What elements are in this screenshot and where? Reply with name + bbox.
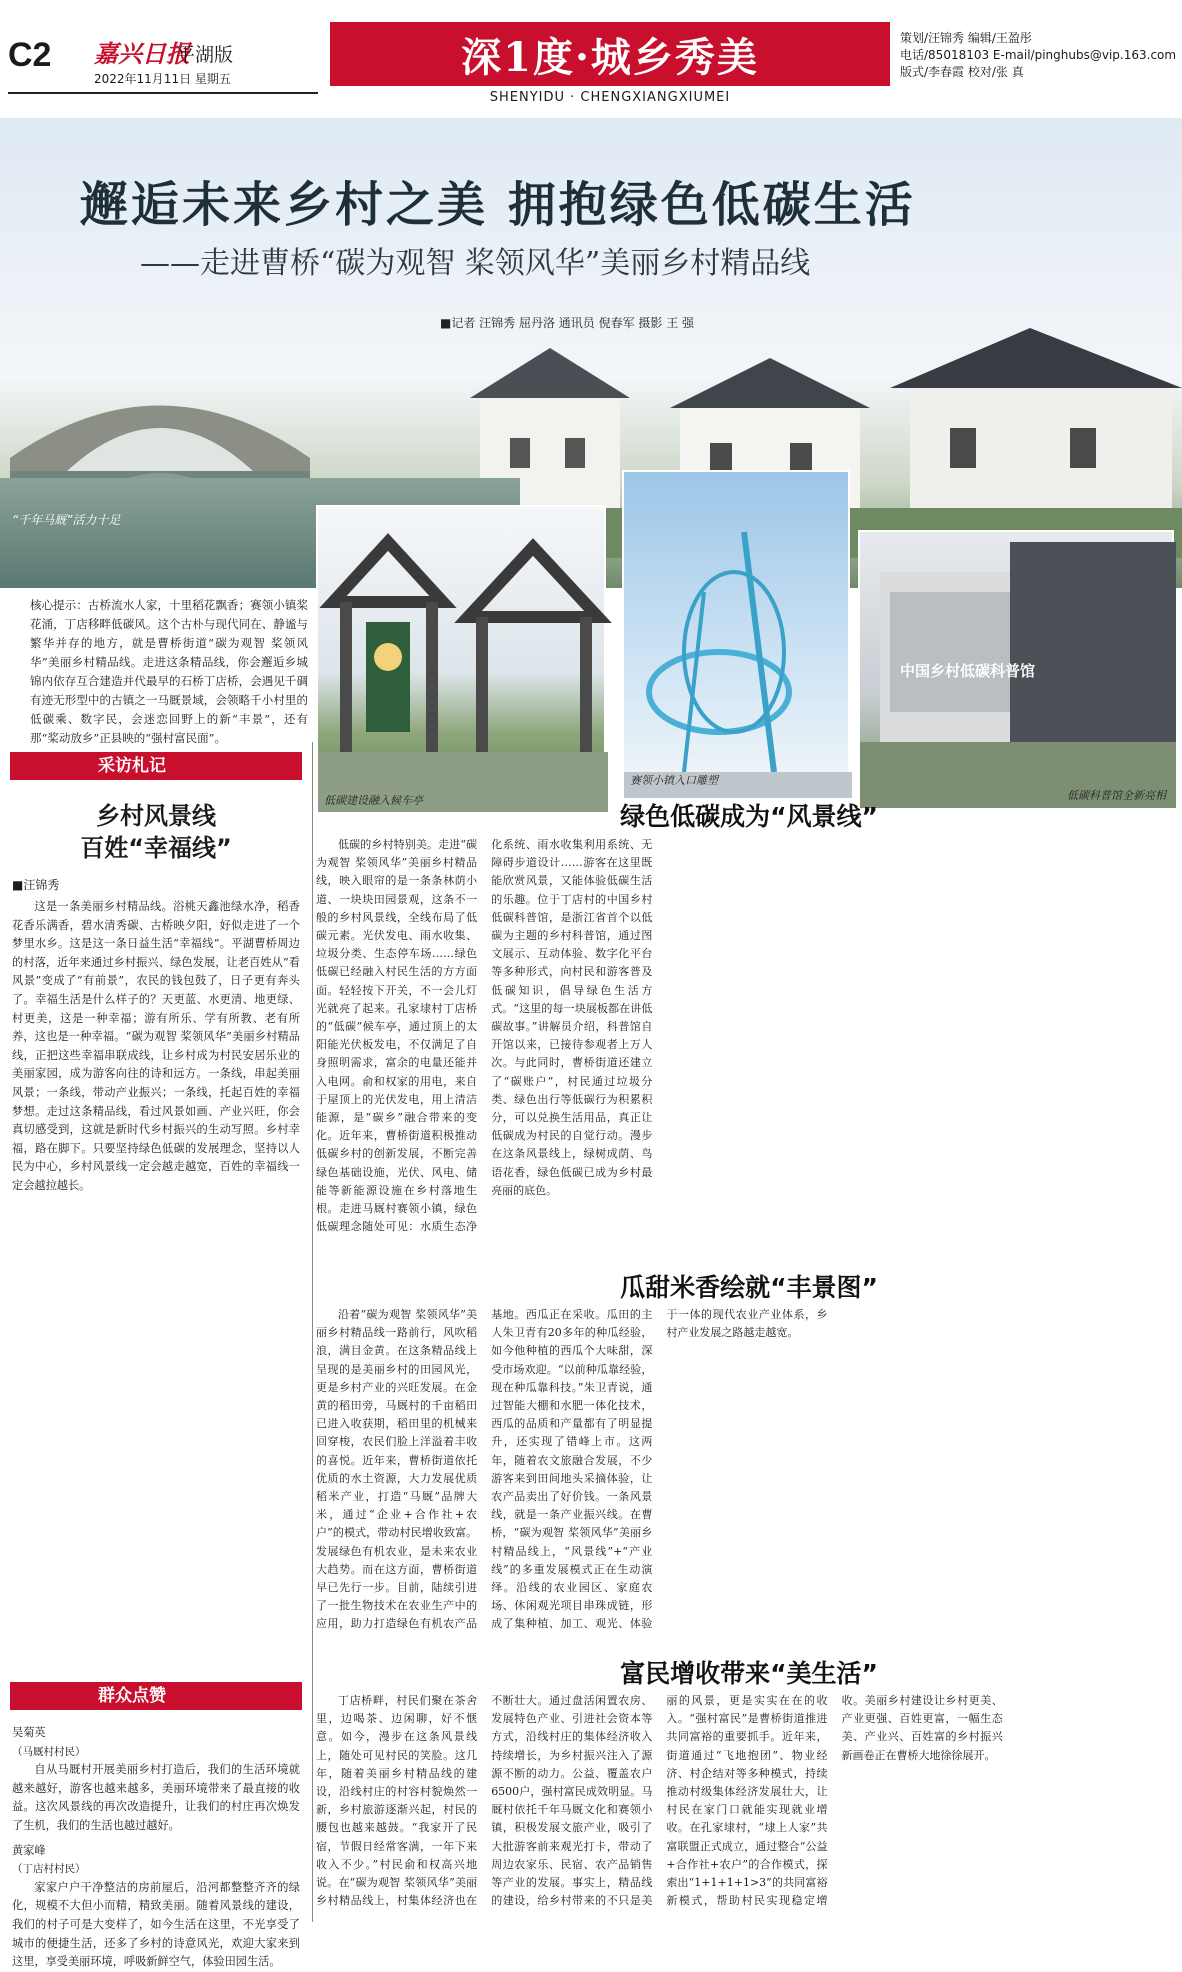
byline: ■记者 汪锦秀 屈丹洛 通讯员 倪春军 摄影 王 强 bbox=[440, 316, 695, 330]
page-header bbox=[0, 0, 1182, 118]
page-number: C2 bbox=[8, 36, 52, 74]
core-summary: 核心提示：古桥流水人家，十里稻花飘香；赛领小镇桨花涌，丁店移畔低碳风。这个古朴与现代同在、静谧与繁华并存的地方，就是曹桥街道“碳为观智 桨领风华”美丽乡村精品线。走进这条精品线，你会邂逅乡城锦内依存互合建造并代最早的石桥丁店桥，会遇见千碉有迹无形型中的古镇之一马厩景域，会领略千小村里的低碳乘、数字民，会迷恋回野上的新“丰景”，还有那“桨动放乡”正县映的“强村富民面”。 bbox=[30, 598, 308, 745]
sidebar-heading: 群众点赞 bbox=[10, 1682, 302, 1710]
headline: 邂逅未来乡村之美 拥抱绿色低碳生活 bbox=[80, 177, 916, 233]
comment-affiliation: （丁店村村民） bbox=[12, 1863, 86, 1876]
section-body: 低碳的乡村特别美。走进“碳为观智 桨领风华”美丽乡村精品线，映入眼帘的是一条条林荫小道、一块块田园景观，这条不一般的乡村风景线，全线布局了低碳元素。光伏发电、雨水收集、垃圾分类、生态停车场……绿色低碳已经融入村民生活的方方面面。轻轻按下开关，不一会儿灯光就亮了起来。孔家埭村丁店桥的“低碳”候车亭，通过顶上的太阳能光伏板发电，不仅满足了自身照明需求，富余的电量还能并入电网。俞和权家的用电，来自于屋顶上的光伏发电，用上清洁能源，是“碳乡”融合带来的变化。近年来，曹桥街道积极推动低碳乡村的创新发展，不断完善绿色基础设施，光伏、风电、储能等新能源设施在乡村落地生根。走进马厩村赛领小镇，绿色低碳理念随处可见：水质生态净化系统、雨水收集利用系统、无障碍步道设计……游客在这里既能欣赏风景，又能体验低碳生活的乐趣。位于丁店村的中国乡村低碳科普馆，是浙江省首个以低碳为主题的乡村科普馆，通过图文展示、互动体验、数字化平台等多种形式，向村民和游客普及低碳知识，倡导绿色生活方式。“这里的每一块展板都在讲低碳故事。”讲解员介绍，科普馆自开馆以来，已接待参观者上万人次。与此同时，曹桥街道还建立了“碳账户”，村民通过垃圾分类、绿色出行等低碳行为积累积分，可以兑换生活用品，真正让低碳成为村民的自觉行动。漫步在这条风景线上，绿树成荫、鸟语花香，绿色低碳已成为乡村最亮丽的底色。 bbox=[316, 838, 653, 1234]
credit-line: 策划/汪锦秀 编辑/王盈彤 bbox=[900, 31, 1032, 45]
section-body: 丁店桥畔，村民们聚在茶舍里，边喝茶、边闲聊，好不惬意。如今，漫步在这条风景线上，随处可见村民的笑脸。这几年，随着美丽乡村精品线的建设，沿线村庄的村容村貌焕然一新，乡村旅游逐渐兴起，村民的腰包也越来越鼓。“我家开了民宿，节假日经常客满，一年下来收入不少。”村民俞和权高兴地说。在“碳为观智 桨领风华”美丽乡村精品线上，村集体经济也在不断壮大。通过盘活闲置农房、发展特色产业、引进社会资本等方式，沿线村庄的集体经济收入持续增长，为乡村振兴注入了源源不断的动力。公益、覆盖农户6500户，强村富民成效明显。马厩村依托千年马厩文化和赛领小镇，积极发展文旅产业，吸引了大批游客前来观光打卡，带动了周边农家乐、民宿、农产品销售等产业的发展。事实上，精品线的建设，给乡村带来的不只是美丽的风景，更是实实在在的收入。“强村富民”是曹桥街道推进共同富裕的重要抓手。近年来，街道通过“飞地抱团”、物业经济、村企结对等多种模式，持续推动村级集体经济发展壮大，让村民在家门口就能实现就业增收。在孔家埭村，“埭上人家”共富联盟正式成立，通过整合“公益+合作社+农户”的合作模式，探索出“1+1+1+1>3”的共同富裕新模式，帮助村民实现稳定增收。美丽乡村建设让乡村更美、产业更强、百姓更富，一幅生态美、产业兴、百姓富的乡村振兴新画卷正在曹桥大地徐徐展开。 bbox=[316, 1694, 1003, 1908]
editorial-credits bbox=[900, 30, 1177, 81]
section-banner-pinyin: SHENYIDU · CHENGXIANGXIUMEI bbox=[489, 90, 731, 105]
newspaper-name: 嘉兴日报 bbox=[94, 39, 190, 68]
section-title: 富民增收带来“美生活” bbox=[620, 1659, 878, 1688]
section-body: 沿着“碳为观智 桨领风华”美丽乡村精品线一路前行，风吹稻浪，满目金黄。在这条精品线上呈现的是美丽乡村的田园风光，更是乡村产业的兴旺发展。在金黄的稻田旁，马厩村的千亩稻田已进入收获期，稻田里的机械来回穿梭，农民们脸上洋溢着丰收的喜悦。近年来，曹桥街道依托优质的水土资源，大力发展优质稻米产业，打造“马厩”品牌大米，通过“企业+合作社+农户”的模式，带动村民增收致富。发展绿色有机农业，是未来农业大趋势。而在这方面，曹桥街道早已先行一步。目前，陆续引进了一批生物技术在农业生产中的应用，助力打造绿色有机农产品基地。西瓜正在采收。瓜田的主人朱卫青有20多年的种瓜经验，如今他种植的西瓜个大味甜，深受市场欢迎。“以前种瓜靠经验，现在种瓜靠科技。”朱卫青说，通过智能大棚和水肥一体化技术，西瓜的品质和产量都有了明显提升，还实现了错峰上市。这两年，随着农文旅融合发展，不少游客来到田间地头采摘体验，让农产品卖出了好价钱。一条风景线，就是一条产业振兴线。在曹桥，“碳为观智 桨领风华”美丽乡村精品线上，“风景线”+“产业线”的多重发展模式正在生动演绎。沿线的农业园区、家庭农场、休闲观光项目串珠成链，形成了集种植、加工、观光、体验于一体的现代农业产业体系，乡村产业发展之路越走越宽。 bbox=[316, 1308, 828, 1631]
edition-label: 平湖版 bbox=[176, 44, 234, 66]
sculpture-illustration bbox=[624, 472, 852, 798]
sidebar-article-title bbox=[10, 800, 302, 864]
credit-line: 电话/85018103 E-mail/pinghubs@vip.163.com bbox=[900, 48, 1177, 62]
photo-caption: 赛领小镇入口雕塑 bbox=[630, 774, 718, 787]
comment-author: 吴菊英 bbox=[12, 1726, 46, 1739]
column-divider bbox=[312, 742, 313, 1922]
comment-author: 黄家峰 bbox=[12, 1843, 46, 1857]
section-banner: 深1度·城乡秀美 bbox=[330, 22, 890, 86]
header-divider bbox=[8, 92, 318, 94]
comment-text: 家家户户干净整洁的房前屋后，沿河都整整齐齐的绿化，规模不大但小而精，精致美丽。随着风景线的建设，我们的村子可是大变样了，如今生活在这里，不光享受了城市的便捷生活，还多了乡村的诗意风光，欢迎大家来到这里，享受美丽环境，呼吸新鲜空气，体验田园生活。 bbox=[12, 1880, 300, 1969]
bus-shelter-illustration bbox=[318, 507, 608, 812]
credit-line: 版式/李春霞 校对/张 真 bbox=[900, 65, 1024, 79]
photo-caption: “千年马厩”活力十足 bbox=[12, 513, 121, 527]
sculpture-photo bbox=[622, 470, 850, 796]
museum-sign: 中国乡村低碳科普馆 bbox=[900, 662, 1036, 680]
issue-date: 2022年11月11日 星期五 bbox=[94, 72, 231, 86]
sidebar-article-title-line1: 乡村风景线 百姓“幸福线” bbox=[80, 802, 232, 862]
comment-affiliation: （马厩村村民） bbox=[12, 1745, 86, 1758]
photo-caption: 低碳建设融入候车亭 bbox=[324, 794, 423, 807]
sidebar-heading: 采访札记 bbox=[10, 752, 302, 780]
museum-photo bbox=[858, 530, 1174, 806]
section-title: 绿色低碳成为“风景线” bbox=[620, 802, 878, 831]
photo-caption: 低碳科普馆全新亮相 bbox=[1067, 789, 1166, 802]
sidebar-article-author: ■汪锦秀 bbox=[12, 878, 60, 892]
sidebar-article-body: 这是一条美丽乡村精品线。浴桃天鑫池绿水净，稻香花香乐满香，碧水清秀碳、古桥映夕阳，好似走进了一个梦里水乡。这是这一条日益生活“幸福线”。平湖曹桥周边的村落，近年来通过乡村振兴、绿色发展，让老百姓从“看风景”变成了“有前景”，农民的钱包鼓了，日子更有奔头了。幸福生活是什么样子的？天更蓝、水更清、地更绿、村更美，这是一种幸福；游有所乐、学有所教、老有所养，这也是一种幸福。“碳为观智 桨领风华”美丽乡村精品线，正把这些幸福串联成线，让乡村成为村民安居乐业的美丽家园，成为游客向往的诗和远方。一条线，串起美丽风景；一条线，带动产业振兴；一条线，托起百姓的幸福梦想。走过这条精品线，看过风景如画、产业兴旺，你会真切感受到，这就是新时代乡村振兴的生动写照。乡村幸福，路在脚下。只要坚持绿色低碳的发展理念，坚持以人民为中心，乡村风景线一定会越走越宽，百姓的幸福线一定会越拉越长。 bbox=[12, 900, 300, 1192]
bus-shelter-photo bbox=[316, 505, 606, 810]
section-title: 瓜甜米香绘就“丰景图” bbox=[620, 1273, 878, 1302]
subheadline: ——走进曹桥“碳为观智 桨领风华”美丽乡村精品线 bbox=[140, 246, 811, 281]
comment-text: 自从马厩村开展美丽乡村打造后，我们的生活环境就越来越好，游客也越来越多，美丽环境带来了最直接的收益。这次风景线的再次改造提升，让我们的村庄再次焕发了生机，我们的生活也越过越好。 bbox=[12, 1763, 300, 1832]
comments-list bbox=[12, 1722, 300, 1972]
